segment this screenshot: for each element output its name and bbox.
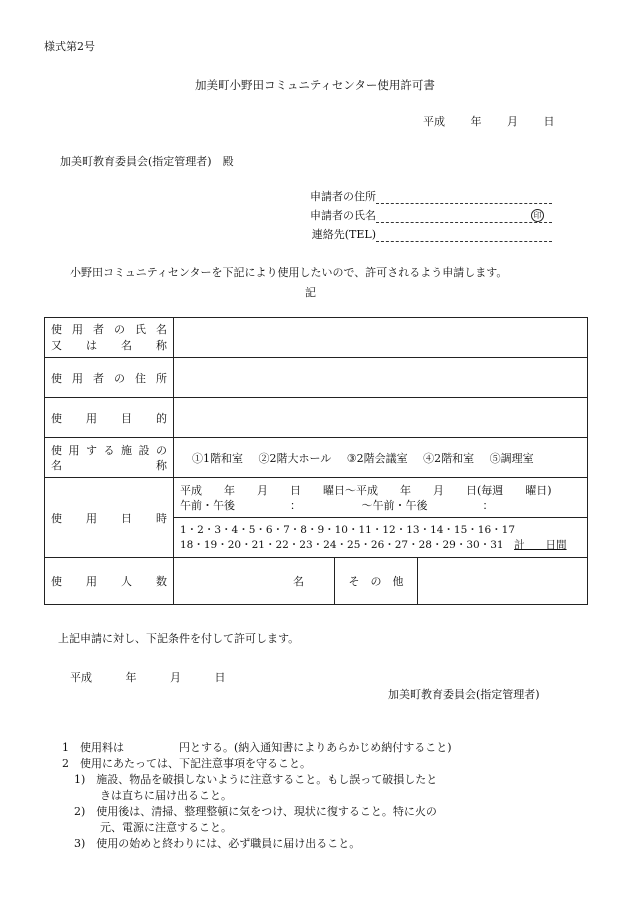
date-era: 平成 — [423, 115, 445, 128]
facility-label-2: 名称 — [51, 458, 167, 472]
applicant-address-row — [300, 188, 552, 204]
approval-date-year: 年 — [125, 671, 137, 684]
facility-label-1: 使用する施設の — [51, 443, 167, 457]
date-day: 日 — [543, 115, 555, 128]
datetime-label: 使用日時 — [51, 511, 167, 525]
facility-option-1[interactable]: ①1階和室 — [192, 451, 243, 465]
application-date — [423, 113, 577, 129]
count-label: 使用人数 — [51, 575, 167, 588]
applicant-name-field[interactable] — [376, 211, 552, 223]
request-text: 小野田コミュニティセンターを下記により使用したいので、許可されるよう申請します。 — [70, 266, 508, 279]
approval-date — [70, 669, 256, 685]
date-range-line-2: 午前・午後 ： ～午前・午後 ： — [180, 498, 494, 512]
condition-2-1a: 1) 施設、物品を破損しないように注意すること。もし誤って破損したと — [74, 773, 438, 786]
addressee: 加美町教育委員会(指定管理者) 殿 — [60, 155, 234, 168]
facility-option-3[interactable]: ③2階会議室 — [346, 451, 408, 465]
days-field[interactable] — [174, 518, 588, 558]
other-label-cell — [335, 558, 418, 605]
condition-2-2a: 2) 使用後は、清掃、整理整頓に気をつけ、現状に復すること。特に火の — [74, 805, 437, 818]
condition-1: 1 使用料は 円とする。(納入通知書によりあらかじめ納付すること) — [62, 741, 452, 754]
applicant-address-label: 申請者の住所 — [310, 190, 376, 203]
date-year: 年 — [470, 115, 482, 128]
facility-options — [174, 438, 588, 478]
facility-option-5[interactable]: ⑤調理室 — [489, 451, 534, 465]
user-address-label-cell — [45, 358, 174, 398]
applicant-contact-label: 連絡先(TEL) — [311, 228, 376, 241]
issuer: 加美町教育委員会(指定管理者) — [388, 688, 540, 701]
count-unit: 名 — [293, 575, 304, 588]
days-total: 計 日間 — [514, 538, 567, 551]
usage-table — [44, 317, 588, 605]
purpose-label-cell — [45, 398, 174, 438]
ki-heading: 記 — [305, 286, 316, 299]
date-month: 月 — [507, 115, 518, 128]
date-range-field[interactable] — [174, 478, 588, 518]
condition-2-3: 3) 使用の始めと終わりには、必ず職員に届け出ること。 — [74, 837, 361, 850]
purpose-field[interactable] — [174, 398, 588, 438]
user-name-label-cell — [45, 318, 174, 358]
purpose-label: 使用目的 — [51, 411, 167, 425]
other-field[interactable] — [418, 558, 588, 605]
datetime-label-cell — [45, 478, 174, 558]
applicant-contact-field[interactable] — [376, 230, 552, 242]
user-address-field[interactable] — [174, 358, 588, 398]
user-name-field[interactable] — [174, 318, 588, 358]
approval-date-month: 月 — [170, 671, 181, 684]
facility-option-2[interactable]: ②2階大ホール — [258, 451, 332, 465]
condition-2: 2 使用にあたっては、下記注意事項を守ること。 — [62, 757, 311, 770]
approval-date-era: 平成 — [70, 671, 92, 684]
days-line-1: 1・2・3・4・5・6・7・8・9・10・11・12・13・14・15・16・17 — [180, 523, 516, 536]
applicant-name-label: 申請者の氏名 — [310, 209, 376, 222]
form-number: 様式第2号 — [44, 40, 95, 53]
approval-text: 上記申請に対し、下記条件を付して許可します。 — [58, 632, 300, 645]
applicant-contact-row — [300, 226, 552, 242]
condition-2-2b: 元、電源に注意すること。 — [100, 821, 232, 834]
page-title: 加美町小野田コミュニティセンター使用許可書 — [195, 78, 435, 92]
condition-2-1b: きは直ちに届け出ること。 — [100, 789, 232, 802]
other-label: そ の 他 — [348, 575, 404, 588]
approval-date-day: 日 — [214, 671, 226, 684]
user-address-label: 使用者の住所 — [51, 371, 167, 385]
seal-mark: 印 — [531, 209, 544, 222]
date-range-line-1: 平成 年 月 日 曜日～平成 年 月 日(毎週 曜日) — [180, 483, 552, 497]
count-label-cell — [45, 558, 174, 605]
applicant-name-row — [300, 207, 552, 223]
facility-label-cell — [45, 438, 174, 478]
facility-option-4[interactable]: ④2階和室 — [423, 451, 475, 465]
user-name-label-2: 又は名称 — [51, 338, 167, 352]
count-field[interactable] — [174, 558, 335, 605]
days-line-2: 18・19・20・21・22・23・24・25・26・27・28・29・30・31 — [180, 538, 504, 551]
applicant-address-field[interactable] — [376, 192, 552, 204]
user-name-label-1: 使用者の氏名 — [51, 322, 167, 336]
